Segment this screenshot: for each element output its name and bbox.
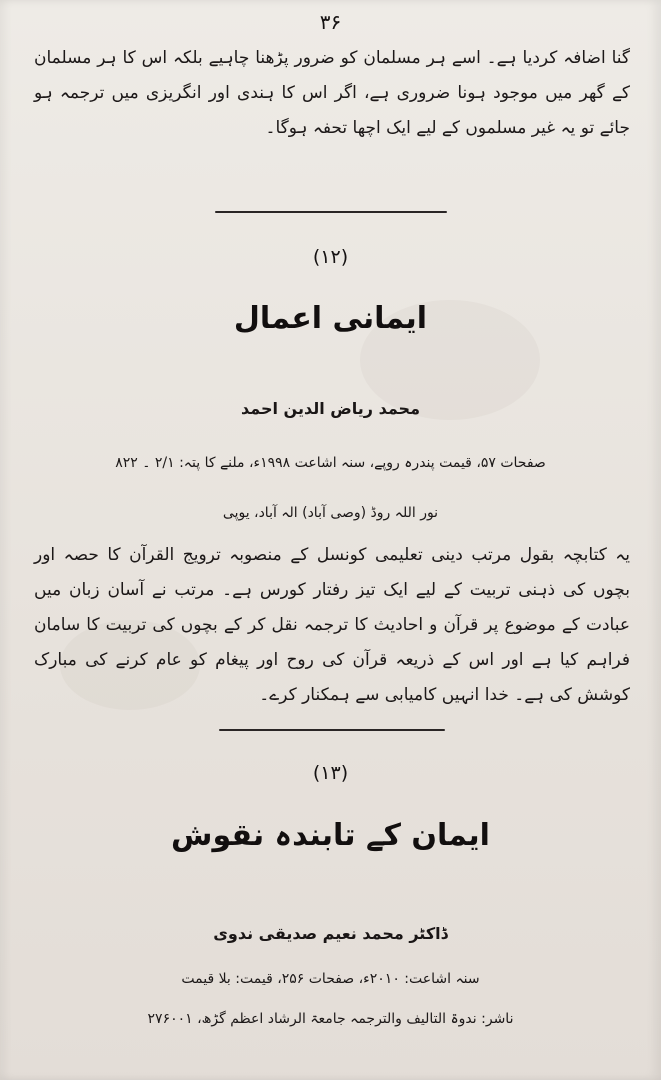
section-13-title: ایمان کے تابندہ نقوش <box>171 818 490 853</box>
section-13-author: ڈاکٹر محمد نعیم صدیقی ندوی <box>213 924 448 943</box>
section-12-publication-details: صفحات ۵۷، قیمت پندرہ روپے، سنہ اشاعت ۱۹۹۸ء، ملنے کا پتہ: ۲/۱ ۔ ۸۲۲ <box>115 455 546 471</box>
section-12-review-paragraph: یہ کتابچہ بقول مرتب دینی تعلیمی کونسل کے منصوبہ ترویج القرآن کا حصہ اور بچوں کی ذہنی تربیت کے لیے ایک تیز رفتار کورس ہے۔ مرتب نے آسان زبان میں عبادت کے موضوع پر قرآن و احادیث کا ترجمہ نقل کر کے بچوں کی تربیت کا سامان فراہم کیا ہے اور اس کے ذریعہ قرآن کی روح اور پیغام کو عام کرنے کی مبارک کوشش کی ہے۔ خدا انہیں کامیابی سے ہمکنار کرے۔ <box>34 545 630 705</box>
section-13-publication-details: سنہ اشاعت: ۲۰۱۰ء، صفحات ۲۵۶، قیمت: بلا قیمت <box>181 971 480 987</box>
section-13-publisher: ناشر: ندوۃ التالیف والترجمہ جامعۃ الرشاد اعظم گڑھ، ۲۷۶۰۰۱ <box>147 1011 514 1027</box>
page-number: ۳۶ <box>319 10 342 34</box>
section-12-title: ایمانی اعمال <box>233 301 428 336</box>
section-divider <box>219 729 445 731</box>
section-13-number: (۱۳) <box>312 762 349 784</box>
section-12-address: نور اللہ روڈ (وصی آباد) الہ آباد، یوپی <box>222 505 439 521</box>
section-12-author: محمد ریاض الدین احمد <box>241 399 420 418</box>
section-divider <box>215 211 447 213</box>
section-12-number: (۱۲) <box>312 246 349 268</box>
continuation-paragraph: گنا اضافہ کردیا ہے۔ اسے ہر مسلمان کو ضرور پڑھنا چاہیے بلکہ اس کا ہر مسلمان کے گھر میں موجود ہونا ضروری ہے، اگر اس کا ہندی اور انگریزی میں ترجمہ ہو جائے تو یہ غیر مسلموں کے لیے ایک اچھا تحفہ ہوگا۔ <box>34 48 630 138</box>
